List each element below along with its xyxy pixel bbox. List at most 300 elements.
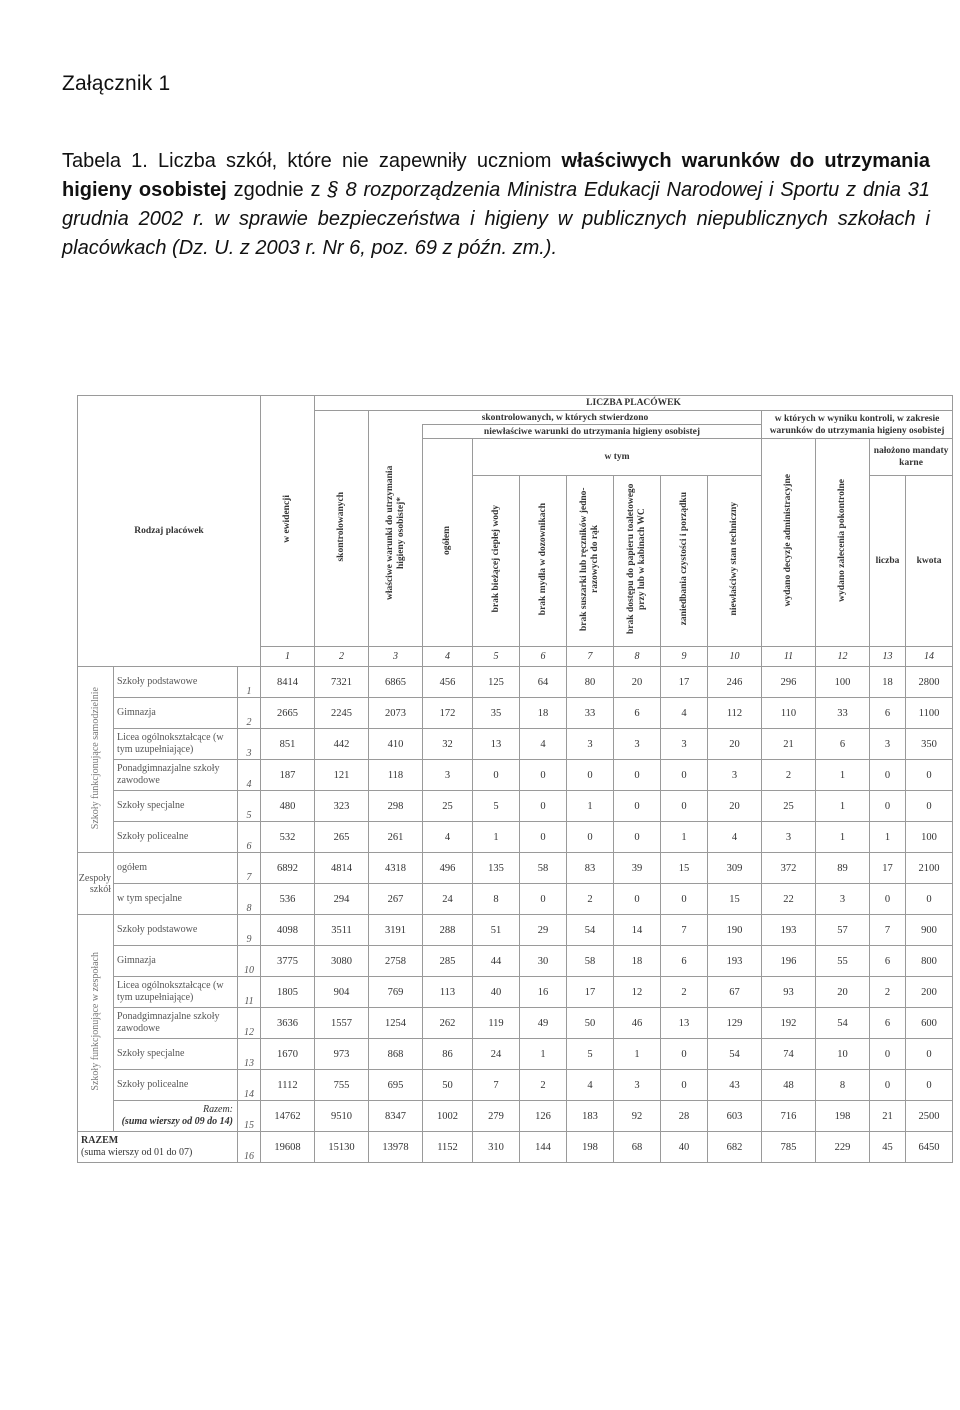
table-cell: 18 [870, 667, 906, 698]
table-cell: 3 [816, 884, 870, 915]
table-cell: 9510 [315, 1101, 369, 1132]
row-number: 16 [238, 1132, 261, 1163]
table-cell: 113 [423, 977, 473, 1008]
table-cell: 32 [423, 729, 473, 760]
table-cell: 3 [762, 822, 816, 853]
row-label: Ponadgimnazjalne szkoły zawodowe [114, 1008, 238, 1039]
table-cell: 51 [473, 915, 520, 946]
table-cell: 716 [762, 1101, 816, 1132]
rodzaj-placowek-header: Rodzaj placówek [78, 396, 261, 667]
table-cell: 785 [762, 1132, 816, 1163]
table-cell: 769 [369, 977, 423, 1008]
col-header-stan-techniczny: niewłaściwy stan techniczny [708, 476, 762, 647]
table-cell: 3 [423, 760, 473, 791]
table-cell: 3 [661, 729, 708, 760]
table-row [78, 915, 953, 946]
column-number: 14 [906, 647, 953, 667]
table-cell: 12 [614, 977, 661, 1008]
table-cell: 22 [762, 884, 816, 915]
table-cell: 536 [261, 884, 315, 915]
caption-text: Tabela 1. Liczba szkół, które nie zapewniły uczniom [62, 150, 562, 172]
table-cell: 246 [708, 667, 762, 698]
table-cell: 68 [614, 1132, 661, 1163]
table-cell: 10 [816, 1039, 870, 1070]
table-cell: 28 [661, 1101, 708, 1132]
table-row [78, 1008, 953, 1039]
table-row [78, 760, 953, 791]
table-cell: 183 [567, 1101, 614, 1132]
table-row [78, 1132, 953, 1163]
table-cell: 13 [661, 1008, 708, 1039]
table-cell: 456 [423, 667, 473, 698]
table-caption [62, 147, 930, 263]
col-header-w-ewidencji: w ewidencji [261, 396, 315, 647]
row-label-razem [114, 1101, 238, 1132]
column-number: 9 [661, 647, 708, 667]
row-number: 9 [238, 915, 261, 946]
table-row [78, 729, 953, 760]
table-cell: 6 [870, 946, 906, 977]
column-number: 12 [816, 647, 870, 667]
group-label [78, 915, 114, 1132]
table-cell: 3 [870, 729, 906, 760]
w-tym-header: w tym [473, 439, 762, 476]
table-cell: 868 [369, 1039, 423, 1070]
table-row [78, 853, 953, 884]
row-number: 1 [238, 667, 261, 698]
table-cell: 298 [369, 791, 423, 822]
col-header-ogolem: ogółem [423, 439, 473, 647]
table-cell: 6 [870, 1008, 906, 1039]
table-cell: 3775 [261, 946, 315, 977]
column-number: 1 [261, 647, 315, 667]
table-cell: 20 [816, 977, 870, 1008]
table-cell: 33 [816, 698, 870, 729]
table-cell: 200 [906, 977, 953, 1008]
row-label: Gimnazja [114, 946, 238, 977]
table-cell: 190 [708, 915, 762, 946]
table-cell: 4 [708, 822, 762, 853]
table-cell: 7321 [315, 667, 369, 698]
table-cell: 24 [423, 884, 473, 915]
table-cell: 40 [661, 1132, 708, 1163]
table-cell: 92 [614, 1101, 661, 1132]
table-cell: 172 [423, 698, 473, 729]
table-cell: 13978 [369, 1132, 423, 1163]
table-cell: 1 [816, 822, 870, 853]
column-number: 3 [369, 647, 423, 667]
table-cell: 198 [567, 1132, 614, 1163]
table-row [78, 791, 953, 822]
table-cell: 1805 [261, 977, 315, 1008]
table-cell: 2 [870, 977, 906, 1008]
table-cell: 6 [614, 698, 661, 729]
table-cell: 0 [567, 760, 614, 791]
row-label: Szkoły policealne [114, 1070, 238, 1101]
table-row [78, 1070, 953, 1101]
table-cell: 410 [369, 729, 423, 760]
table-cell: 89 [816, 853, 870, 884]
table-cell: 35 [473, 698, 520, 729]
table-cell: 21 [870, 1101, 906, 1132]
table-cell: 125 [473, 667, 520, 698]
table-cell: 800 [906, 946, 953, 977]
row-number: 8 [238, 884, 261, 915]
table-cell: 5 [567, 1039, 614, 1070]
table-cell: 5 [473, 791, 520, 822]
table-cell: 682 [708, 1132, 762, 1163]
niewlasciwe-header: niewłaściwe warunki do utrzymania higieny osobistej [423, 425, 762, 439]
table-cell: 1 [816, 760, 870, 791]
table-cell: 8347 [369, 1101, 423, 1132]
caption-bold-text: właściwych warunków do utrzymania higieny osobistej [62, 150, 930, 201]
column-number: 5 [473, 647, 520, 667]
table-cell: 25 [762, 791, 816, 822]
table-cell: 17 [567, 977, 614, 1008]
table-cell: 7 [661, 915, 708, 946]
row-number: 15 [238, 1101, 261, 1132]
table-cell: 193 [708, 946, 762, 977]
col-header-kwota: kwota [906, 476, 953, 647]
table-cell: 110 [762, 698, 816, 729]
table-cell: 0 [661, 791, 708, 822]
table-row [78, 884, 953, 915]
table-cell: 288 [423, 915, 473, 946]
table-cell: 57 [816, 915, 870, 946]
row-label: ogółem [114, 853, 238, 884]
table-cell: 29 [520, 915, 567, 946]
table-cell: 0 [661, 760, 708, 791]
table-cell: 30 [520, 946, 567, 977]
row-number: 5 [238, 791, 261, 822]
table-cell: 74 [762, 1039, 816, 1070]
table-cell: 1 [661, 822, 708, 853]
table-cell: 1 [567, 791, 614, 822]
table-cell: 64 [520, 667, 567, 698]
table-cell: 4098 [261, 915, 315, 946]
table-cell: 310 [473, 1132, 520, 1163]
table-cell: 0 [870, 1070, 906, 1101]
table-cell: 4318 [369, 853, 423, 884]
table-cell: 1 [473, 822, 520, 853]
col-header-decyzje: wydano decyzje administracyjne [762, 439, 816, 647]
table-cell: 229 [816, 1132, 870, 1163]
table-cell: 43 [708, 1070, 762, 1101]
table-cell: 0 [567, 822, 614, 853]
table-cell: 16 [520, 977, 567, 1008]
row-number: 3 [238, 729, 261, 760]
table-cell: 13 [473, 729, 520, 760]
table-cell: 6 [816, 729, 870, 760]
table-cell: 6 [870, 698, 906, 729]
table-cell: 54 [816, 1008, 870, 1039]
table-cell: 126 [520, 1101, 567, 1132]
column-number: 2 [315, 647, 369, 667]
liczba-placowek-header: LICZBA PLACÓWEK [315, 396, 953, 411]
table-cell: 118 [369, 760, 423, 791]
table-cell: 900 [906, 915, 953, 946]
table-cell: 3080 [315, 946, 369, 977]
table-cell: 372 [762, 853, 816, 884]
page-title: Załącznik 1 [62, 72, 171, 95]
table-cell: 54 [708, 1039, 762, 1070]
mandaty-header: nałożono mandaty karne [870, 439, 953, 476]
table-cell: 309 [708, 853, 762, 884]
table-cell: 21 [762, 729, 816, 760]
razem-title: Razem: [203, 1104, 233, 1115]
column-number: 7 [567, 647, 614, 667]
table-cell: 192 [762, 1008, 816, 1039]
table-row [78, 667, 953, 698]
table-cell: 144 [520, 1132, 567, 1163]
table-cell: 0 [906, 791, 953, 822]
table-cell: 695 [369, 1070, 423, 1101]
table-cell: 8 [816, 1070, 870, 1101]
row-label: w tym specjalne [114, 884, 238, 915]
table-cell: 1 [816, 791, 870, 822]
row-label: Licea ogólnokształcące (w tym uzupełniające) [114, 977, 238, 1008]
table-cell: 45 [870, 1132, 906, 1163]
table-cell: 55 [816, 946, 870, 977]
table-cell: 40 [473, 977, 520, 1008]
table-cell: 323 [315, 791, 369, 822]
table-cell: 58 [520, 853, 567, 884]
table-cell: 198 [816, 1101, 870, 1132]
table-cell: 1100 [906, 698, 953, 729]
column-number: 8 [614, 647, 661, 667]
table-cell: 121 [315, 760, 369, 791]
col-header-brak-mydla: brak mydła w dozownikach [520, 476, 567, 647]
table-cell: 0 [614, 760, 661, 791]
row-number: 11 [238, 977, 261, 1008]
table-cell: 2665 [261, 698, 315, 729]
table-cell: 1 [870, 822, 906, 853]
table-cell: 18 [520, 698, 567, 729]
table-cell: 49 [520, 1008, 567, 1039]
table-cell: 0 [906, 760, 953, 791]
table-cell: 755 [315, 1070, 369, 1101]
razem-total-title: RAZEM [81, 1135, 119, 1146]
table-cell: 0 [520, 791, 567, 822]
table-cell: 0 [473, 760, 520, 791]
table-cell: 17 [661, 667, 708, 698]
table-cell: 2 [661, 977, 708, 1008]
table-cell: 8 [473, 884, 520, 915]
column-number: 13 [870, 647, 906, 667]
table-cell: 973 [315, 1039, 369, 1070]
table-cell: 33 [567, 698, 614, 729]
table-cell: 0 [614, 791, 661, 822]
group-label [78, 667, 114, 853]
table-cell: 6 [661, 946, 708, 977]
row-number: 14 [238, 1070, 261, 1101]
table-cell: 6892 [261, 853, 315, 884]
table-cell: 0 [520, 884, 567, 915]
table-cell: 67 [708, 977, 762, 1008]
razem-total-subtitle: (suma wierszy od 01 do 07) [81, 1147, 193, 1158]
col-header-liczba: liczba [870, 476, 906, 647]
table-cell: 603 [708, 1101, 762, 1132]
table-cell: 1002 [423, 1101, 473, 1132]
table-row [78, 946, 953, 977]
table-cell: 496 [423, 853, 473, 884]
caption-legal-reference: § 8 rozporządzenia Ministra Edukacji Narodowej i Sportu z dnia 31 grudnia 2002 r. w sprawie bezpieczeństwa i higieny w publicznych niepublicznych szkołach i placówkach (Dz. U. z 2003 r. Nr 6, poz. 69 z późn. zm.). [62, 179, 931, 259]
table-cell: 600 [906, 1008, 953, 1039]
table-cell: 44 [473, 946, 520, 977]
report-table [77, 395, 953, 1163]
table-cell: 80 [567, 667, 614, 698]
table-cell: 1254 [369, 1008, 423, 1039]
group-label-text: Szkoły funkcjonujące w zespołach [90, 952, 101, 1091]
skontrolowanych-header: skontrolowanych, w których stwierdzono [369, 411, 762, 425]
table-cell: 0 [661, 1070, 708, 1101]
table-cell: 0 [661, 1039, 708, 1070]
row-number: 12 [238, 1008, 261, 1039]
table-cell: 4 [661, 698, 708, 729]
table-cell: 2500 [906, 1101, 953, 1132]
table-cell: 2758 [369, 946, 423, 977]
table-cell: 24 [473, 1039, 520, 1070]
table-cell: 1557 [315, 1008, 369, 1039]
table-cell: 261 [369, 822, 423, 853]
table-cell: 6865 [369, 667, 423, 698]
table-cell: 196 [762, 946, 816, 977]
row-number: 10 [238, 946, 261, 977]
table-cell: 6450 [906, 1132, 953, 1163]
table-cell: 0 [614, 822, 661, 853]
table-cell: 285 [423, 946, 473, 977]
table-cell: 1 [614, 1039, 661, 1070]
table-cell: 4 [567, 1070, 614, 1101]
razem-subtitle: (suma wierszy od 09 do 14) [121, 1116, 233, 1127]
table-cell: 15 [708, 884, 762, 915]
table-cell: 20 [614, 667, 661, 698]
column-number: 4 [423, 647, 473, 667]
row-label: Szkoły podstawowe [114, 667, 238, 698]
row-number: 4 [238, 760, 261, 791]
table-cell: 4 [423, 822, 473, 853]
table-cell: 3 [614, 729, 661, 760]
table-cell: 2 [520, 1070, 567, 1101]
table-cell: 39 [614, 853, 661, 884]
row-number: 13 [238, 1039, 261, 1070]
table-cell: 54 [567, 915, 614, 946]
table-cell: 0 [520, 822, 567, 853]
table-cell: 532 [261, 822, 315, 853]
zespoly-label: Zespoły szkół [78, 853, 114, 915]
table-cell: 3191 [369, 915, 423, 946]
table-cell: 294 [315, 884, 369, 915]
table-cell: 129 [708, 1008, 762, 1039]
table-cell: 17 [870, 853, 906, 884]
table-cell: 0 [906, 884, 953, 915]
table-cell: 0 [870, 884, 906, 915]
table-cell: 851 [261, 729, 315, 760]
table-cell: 1152 [423, 1132, 473, 1163]
col-header-brak-suszarki: brak suszarki lub ręczników jedno-razowych do rąk [567, 476, 614, 647]
table-cell: 187 [261, 760, 315, 791]
table-row [78, 698, 953, 729]
table-cell: 3 [614, 1070, 661, 1101]
table-cell: 262 [423, 1008, 473, 1039]
row-label: Szkoły policealne [114, 822, 238, 853]
col-header-brak-papieru: brak dostępu do papieru toaletowego przy lub w kabinach WC [614, 476, 661, 647]
table-cell: 19608 [261, 1132, 315, 1163]
table-cell: 119 [473, 1008, 520, 1039]
table-cell: 3 [567, 729, 614, 760]
caption-text-2: zgodnie z [226, 179, 328, 201]
table-cell: 2100 [906, 853, 953, 884]
table-cell: 0 [870, 791, 906, 822]
table-cell: 1 [520, 1039, 567, 1070]
table-cell: 83 [567, 853, 614, 884]
table-cell: 20 [708, 729, 762, 760]
col-header-zalecenia: wydano zalecenia pokontrolne [816, 439, 870, 647]
col-header-wlasciwe: właściwe warunki do utrzymania higieny osobistej* [369, 425, 423, 647]
table-cell: 93 [762, 977, 816, 1008]
row-label: Licea ogólnokształcące (w tym uzupełniające) [114, 729, 238, 760]
table-cell: 279 [473, 1101, 520, 1132]
column-number: 6 [520, 647, 567, 667]
table-cell: 0 [520, 760, 567, 791]
table-cell: 50 [567, 1008, 614, 1039]
table-cell: 442 [315, 729, 369, 760]
table-row [78, 977, 953, 1008]
col-header-brak-wody: brak bieżącej ciepłej wody [473, 476, 520, 647]
table-cell: 265 [315, 822, 369, 853]
table-cell: 0 [870, 1039, 906, 1070]
table-cell: 112 [708, 698, 762, 729]
row-label: Gimnazja [114, 698, 238, 729]
table-cell: 904 [315, 977, 369, 1008]
row-number: 2 [238, 698, 261, 729]
table-cell: 2 [762, 760, 816, 791]
table-cell: 100 [906, 822, 953, 853]
column-number: 11 [762, 647, 816, 667]
table-cell: 0 [906, 1070, 953, 1101]
row-label: Szkoły specjalne [114, 1039, 238, 1070]
table-cell: 15 [661, 853, 708, 884]
table-cell: 2800 [906, 667, 953, 698]
table-cell: 296 [762, 667, 816, 698]
table-cell: 3511 [315, 915, 369, 946]
col-header-skontrolowanych: skontrolowanych [315, 411, 369, 647]
table-cell: 2245 [315, 698, 369, 729]
table-row [78, 822, 953, 853]
table-cell: 2073 [369, 698, 423, 729]
table-cell: 14 [614, 915, 661, 946]
table-cell: 86 [423, 1039, 473, 1070]
table-cell: 2 [567, 884, 614, 915]
column-number: 10 [708, 647, 762, 667]
table-cell: 4 [520, 729, 567, 760]
table-cell: 50 [423, 1070, 473, 1101]
table-cell: 20 [708, 791, 762, 822]
table-cell: 15130 [315, 1132, 369, 1163]
row-label: Szkoły specjalne [114, 791, 238, 822]
table-cell: 0 [870, 760, 906, 791]
table-cell: 1112 [261, 1070, 315, 1101]
table-cell: 7 [870, 915, 906, 946]
table-cell: 48 [762, 1070, 816, 1101]
table-cell: 7 [473, 1070, 520, 1101]
row-label: Ponadgimnazjalne szkoły zawodowe [114, 760, 238, 791]
table-cell: 8414 [261, 667, 315, 698]
group-label-text: Szkoły funkcjonujące samodzielnie [90, 686, 101, 830]
table-cell: 1670 [261, 1039, 315, 1070]
table-cell: 135 [473, 853, 520, 884]
row-number: 7 [238, 853, 261, 884]
